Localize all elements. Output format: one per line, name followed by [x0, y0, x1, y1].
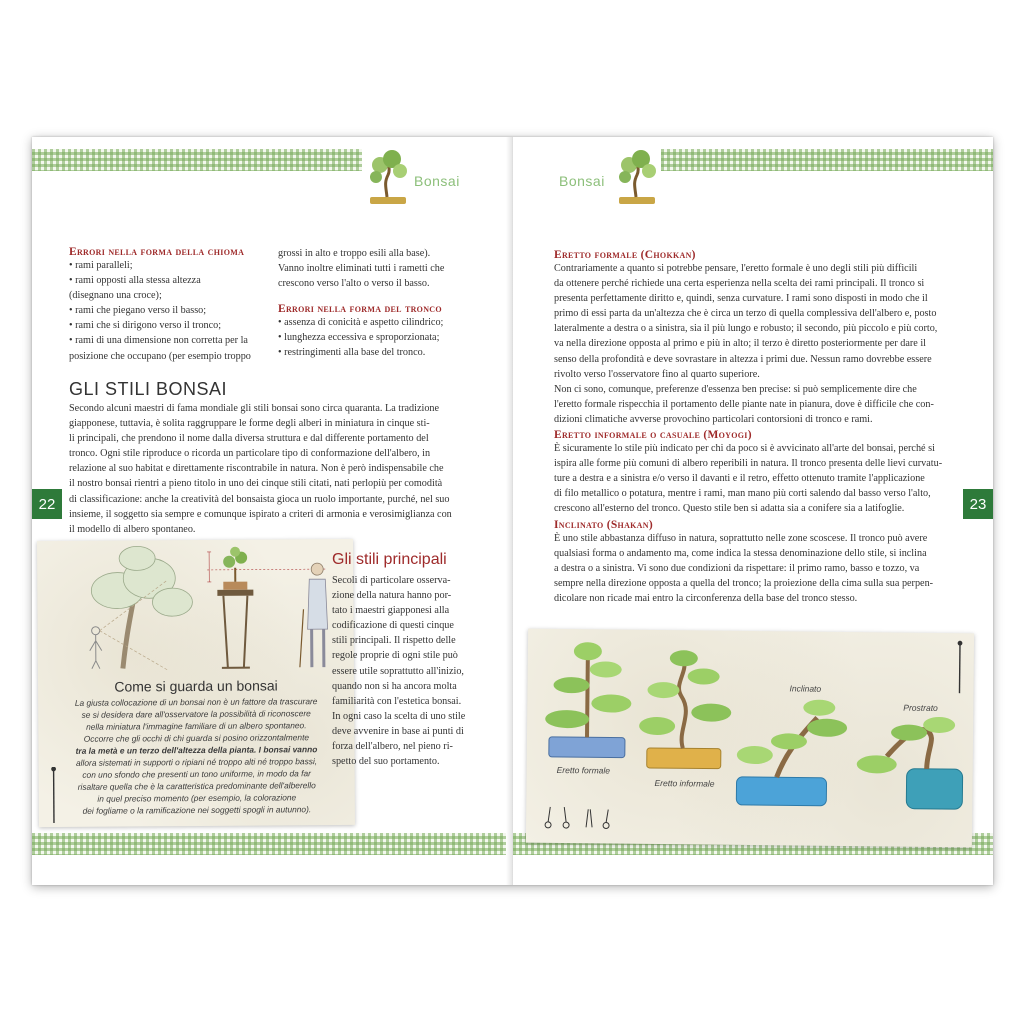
section-header: Bonsai — [414, 173, 460, 189]
figure-paper — [37, 539, 355, 827]
styles-paragraph — [69, 401, 469, 537]
text-line: giapponese, tuttavia, è solita raggruppare le forme degli alberi in miniatura in cinque sti- — [69, 418, 430, 430]
pin-icon — [51, 767, 57, 823]
bonsai-styles-illustration — [526, 629, 974, 848]
gingham-header-band — [32, 149, 362, 171]
text-line: rivolto verso l'osservatore fino al quarto superiore. — [554, 368, 760, 380]
text-line: È uno stile abbastanza diffuso in natura, soprattutto nelle zone scoscese. Il tronco può avere — [554, 532, 928, 544]
caption-line: La giusta collocazione di un bonsai non è un fattore da trascurare — [74, 696, 318, 708]
text-line: insieme, il soggetto sia sempre e comunque ispirato a criteri di armonia e verosimiglianza con — [69, 508, 452, 520]
page-number-right: 23 — [963, 489, 993, 519]
errors-crown-continued — [278, 246, 493, 361]
errors-trunk-title: Errori nella forma del tronco — [278, 303, 442, 316]
principal-styles-heading: Gli stili principali — [332, 551, 447, 568]
label-eretto-formale: Eretto formale — [556, 764, 611, 776]
text-line: presenta perfettamente diritto e, quindi, senza curvature. I rami sono disposti in modo che il — [554, 293, 928, 305]
text-line: Secondo alcuni maestri di fama mondiale gli stili bonsai sono circa quaranta. La tradizione — [69, 403, 440, 414]
text-line: l'eretto formale rispecchia il portamento delle piante nate in pianura, dove è difficile che con- — [554, 398, 934, 410]
text-line: ture a destra e a sinistra e/o verso il davanti e il retro, effetto ottenuto tramite l'applicazione — [554, 473, 925, 485]
shakan-title: Inclinato (Shakan) — [554, 518, 653, 531]
list-item: • restringimenti alla base del tronco. — [278, 347, 426, 359]
gingham-header-band — [661, 149, 993, 171]
principal-styles-text — [332, 573, 477, 769]
list-item: • rami paralleli; — [69, 260, 133, 271]
caption-line: se si desidera dare all'osservatore la possibilità di riconoscere — [81, 708, 311, 720]
section-heading: GLI STILI BONSAI — [69, 379, 228, 399]
left-page — [32, 137, 512, 885]
figure-caption-title: Come si guarda un bonsai — [114, 677, 278, 695]
text-line: zione della natura hanno por- — [332, 590, 452, 602]
list-item: • rami di una dimensione non corretta per la — [69, 335, 248, 347]
text-line: tronco. Ogni stile riproduce o ricorda un particolare tipo di conformazione dell'albero, in — [69, 448, 431, 460]
list-item: posizione che occupano (per esempio troppo — [69, 350, 251, 362]
text-line: È sicuramente lo stile più indicato per chi da poco si è avvicinato all'arte del bonsai, perché si — [554, 443, 935, 455]
text-line: tato i maestri giapponesi alla — [332, 605, 450, 617]
text-line: Non ci sono, comunque, preferenze d'essenza ben precise: si può semplicemente dire che — [554, 383, 917, 395]
open-book — [32, 137, 993, 885]
text-line: senso della profondità e deve sovrastare in altezza i primi due. Nessun ramo dovrebbe essere — [554, 353, 932, 365]
text-line: quando non si ha ancora molta — [332, 680, 457, 692]
text-line: forza dell'albero, nel pieno ri- — [332, 741, 453, 753]
caption-line: Occorre che gli occhi di chi guarda si posino orizzontalmente — [83, 732, 310, 744]
errors-crown-block — [69, 246, 274, 364]
text-line: qualsiasi forma o andamento ma, come indica la stessa denominazione dello stile, si inclina — [554, 547, 927, 559]
list-item: • rami che piegano verso il basso; — [69, 305, 207, 317]
caption-line: tra la metà e un terzo dell'altezza della pianta. I bonsai vanno — [75, 744, 318, 756]
caption-line: risaltare quella che è la caratteristica predominante dell'alberello — [77, 780, 316, 792]
text-line: a destra o a sinistra. Vi sono due condizioni da rispettare: il primo ramo, basso e tozzo, va — [554, 562, 920, 574]
list-item: (disegnano una croce); — [69, 290, 162, 302]
viewing-illustration — [37, 539, 354, 681]
scissors-icon — [545, 807, 609, 829]
styles-illustration-paper — [526, 629, 974, 848]
text-line: lateralmente a destra o a sinistra, sia il più lungo e robusto; il secondo, più piccolo e più corto, — [554, 323, 938, 335]
label-eretto-informale: Eretto informale — [654, 778, 715, 789]
section-header: Bonsai — [559, 173, 605, 189]
list-item: • assenza di conicità e aspetto cilindrico; — [278, 317, 444, 329]
text-line: Contrariamente a quanto si potrebbe pensare, l'eretto formale è uno degli stili più difficili — [554, 263, 918, 274]
text-line: dicolare non ricade mai entro la circonferenza della base del tronco stesso. — [554, 592, 858, 604]
bonsai-logo-icon — [611, 147, 663, 209]
text-line: codificazione di questi cinque — [332, 620, 454, 632]
text-line: relazione al suo habitat e direttamente riscontrabile in natura. Non è però indispensabile che — [69, 463, 444, 475]
text-line: deve avvenire in base ai punti di — [332, 725, 464, 737]
list-item: • lunghezza eccessiva e sproporzionata; — [278, 332, 440, 344]
styles-description — [554, 249, 959, 606]
errors-crown-title: Errori nella forma della chioma — [69, 246, 245, 258]
text-line: il modello di albero spontaneo. — [69, 523, 196, 535]
text-line: primo di essi parta da un'altezza che è circa un terzo di quella complessiva dell'albero e, posto — [554, 308, 937, 320]
text-line: il nostro bonsai rientri a pieno titolo in uno dei cinque stili citati, nati perlopiù per comodità — [69, 478, 443, 490]
text-line: da ottenere perché richiede una certa esperienza nella scelta dei rami principali. Il tronco si — [554, 278, 925, 290]
figure-caption-body — [48, 695, 345, 817]
caption-line: allora sistemati in supporti o ripiani né troppo alti né troppo bassi, — [75, 756, 318, 768]
caption-line: con uno sfondo che presenti un tono uniforme, in modo da far — [82, 768, 311, 780]
text-line: Secoli di particolare osserva- — [332, 575, 451, 586]
caption-line: dei fogliame o la ramificazione nei soggetti spogli in autunno). — [82, 804, 312, 816]
text-line: ispira alle forme più comuni di albero reperibili in natura. Il tronco presenta delle lievi curvatu- — [554, 458, 943, 470]
text-line: crescono all'esterno del tronco. Questo stile ben si adatta sia a conifere sia a latifoglie. — [554, 503, 905, 515]
label-prostrato: Prostrato — [903, 702, 938, 713]
text-line: di filo metallico o potatura, mentre i rami, man mano più corti salendo dal basso verso l'alto, — [554, 488, 931, 500]
text-line: regole proprie di ogni stile può — [332, 650, 458, 662]
list-item: Vanno inoltre eliminati tutti i rametti che — [278, 263, 445, 275]
text-line: essere utile soprattutto all'inizio, — [332, 665, 464, 677]
list-item: • rami che si dirigono verso il tronco; — [69, 320, 222, 332]
text-line: stili principali. Il rispetto delle — [332, 635, 456, 647]
list-item: grossi in alto e troppo esili alla base). — [278, 248, 431, 259]
right-page — [513, 137, 993, 885]
moyogi-title: Eretto informale o casuale (Moyogi) — [554, 429, 752, 442]
list-item: crescono verso l'alto o verso il basso. — [278, 278, 430, 290]
text-line: dizioni climatiche avverse provochino particolari contorsioni di tronco e rami. — [554, 413, 873, 425]
text-line: spetto del suo portamento. — [332, 756, 440, 768]
page-number-left: 22 — [32, 489, 62, 519]
text-line: di classificazione: anche la creatività del bonsaista gioca un ruolo importante, purché, nel suo — [69, 493, 450, 505]
text-line: familiarità con l'estetica bonsai. — [332, 695, 462, 707]
text-line: sempre nella direzione opposta a quella del tronco; la proiezione della cima sulla sua perpen- — [554, 577, 934, 589]
text-line: li principali, che prendono il nome dalla diversa struttura e dal differente portamento del — [69, 433, 429, 445]
caption-line: in quel preciso momento (per esempio, la colorazione — [97, 792, 297, 804]
bonsai-logo-icon — [362, 147, 414, 209]
chokkan-title: Eretto formale (Chokkan) — [554, 249, 696, 261]
caption-line: nella miniatura l'immagine familiare di un albero spontaneo. — [86, 720, 307, 732]
gingham-footer-band — [32, 833, 506, 855]
label-inclinato: Inclinato — [789, 683, 822, 694]
text-line: va nella direzione opposta al primo e più in alto; il terzo è diretto posteriormente per dare il — [554, 338, 926, 350]
list-item: • rami opposti alla stessa altezza — [69, 275, 201, 287]
text-line: In ogni caso la scelta di uno stile — [332, 710, 466, 722]
